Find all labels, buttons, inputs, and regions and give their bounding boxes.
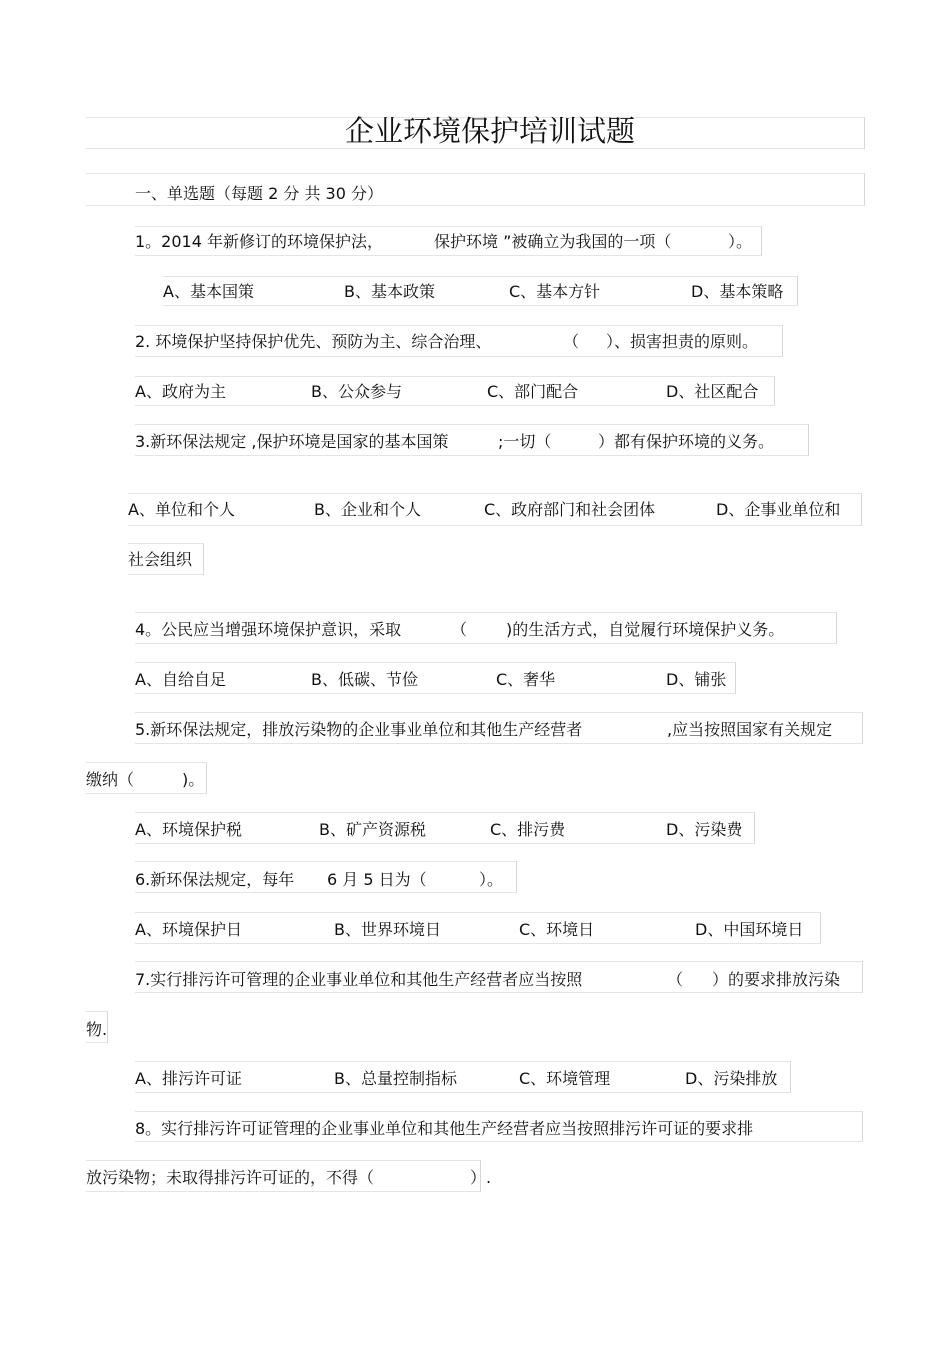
question-2-stem: （: [563, 332, 580, 351]
option-c: C、政府部门和社会团体: [484, 500, 656, 519]
option-a: A、自给自足: [135, 670, 226, 689]
section-heading: 一、单选题（每题 2 分 共 30 分）: [135, 184, 383, 203]
question-6-stem: 6 月 5 日为（: [327, 870, 427, 889]
option-d: D、污染排放: [685, 1069, 778, 1088]
option-b: B、基本政策: [344, 282, 435, 301]
option-d: D、基本策略: [691, 282, 784, 301]
option-b: B、总量控制指标: [334, 1069, 457, 1088]
question-8-stem-continued: 放污染物；未取得排污许可证的，不得（: [86, 1168, 375, 1187]
option-b: B、企业和个人: [314, 500, 421, 519]
question-7-stem-continued: 物.: [86, 1020, 108, 1039]
question-8-stem: 8。实行排污许可证管理的企业事业单位和其他生产经营者应当按照排污许可证的要求排: [135, 1119, 754, 1138]
option-c: C、奢华: [496, 670, 556, 689]
option-d-continued: 社会组织: [128, 550, 193, 569]
question-3-stem: 3.新环保法规定 ,保护环境是国家的基本国策: [135, 432, 449, 451]
option-c: C、环境日: [519, 920, 595, 939]
option-b: B、矿产资源税: [319, 820, 426, 839]
question-3-stem: ;一切（: [498, 432, 552, 451]
option-b: B、公众参与: [311, 382, 402, 401]
option-c: C、基本方针: [509, 282, 601, 301]
question-8-stem-continued: ）.: [470, 1168, 492, 1187]
question-7-stem: ）的要求排放污染: [712, 970, 841, 989]
question-4-stem: )的生活方式，自觉履行环境保护义务。: [506, 620, 785, 639]
question-1-stem: ）。: [728, 232, 753, 251]
option-a: A、基本国策: [163, 282, 254, 301]
question-1-stem: 保护环境 ”被确立为我国的一项（: [434, 232, 672, 251]
option-c: C、部门配合: [487, 382, 579, 401]
question-5-stem: ,应当按照国家有关规定: [667, 720, 833, 739]
question-3-stem: ）都有保护环境的义务。: [598, 432, 775, 451]
option-d: D、污染费: [666, 820, 743, 839]
question-1-stem: 1。2014 年新修订的环境保护法，: [135, 232, 383, 251]
question-5-stem-continued: 缴纳（: [86, 770, 135, 789]
question-4-stem: （: [451, 620, 468, 639]
question-4-stem: 4。公民应当增强环境保护意识，采取: [135, 620, 402, 639]
question-5-stem-continued: )。: [182, 770, 205, 789]
option-d: D、中国环境日: [695, 920, 804, 939]
option-d: D、社区配合: [666, 382, 759, 401]
option-a: A、政府为主: [135, 382, 226, 401]
page-title: 企业环境保护培训试题: [345, 114, 636, 148]
question-6-stem: ）。: [479, 870, 504, 889]
question-5-stem: 5.新环保法规定，排放污染物的企业事业单位和其他生产经营者: [135, 720, 583, 739]
option-d: D、企事业单位和: [716, 500, 841, 519]
option-b: B、世界环境日: [334, 920, 441, 939]
question-7-stem: （: [667, 970, 684, 989]
question-7-stem: 7.实行排污许可管理的企业事业单位和其他生产经营者应当按照: [135, 970, 583, 989]
option-a: A、排污许可证: [135, 1069, 242, 1088]
option-c: C、环境管理: [519, 1069, 611, 1088]
option-c: C、排污费: [490, 820, 566, 839]
question-2-stem: 2. 环境保护坚持保护优先、预防为主、综合治理、: [135, 332, 492, 351]
option-a: A、单位和个人: [128, 500, 235, 519]
option-b: B、低碳、节俭: [311, 670, 418, 689]
question-6-stem: 6.新环保法规定，每年: [135, 870, 295, 889]
option-d: D、铺张: [666, 670, 727, 689]
option-a: A、环境保护税: [135, 820, 242, 839]
option-a: A、环境保护日: [135, 920, 242, 939]
question-2-stem: ）、损害担责的原则。: [606, 332, 759, 351]
